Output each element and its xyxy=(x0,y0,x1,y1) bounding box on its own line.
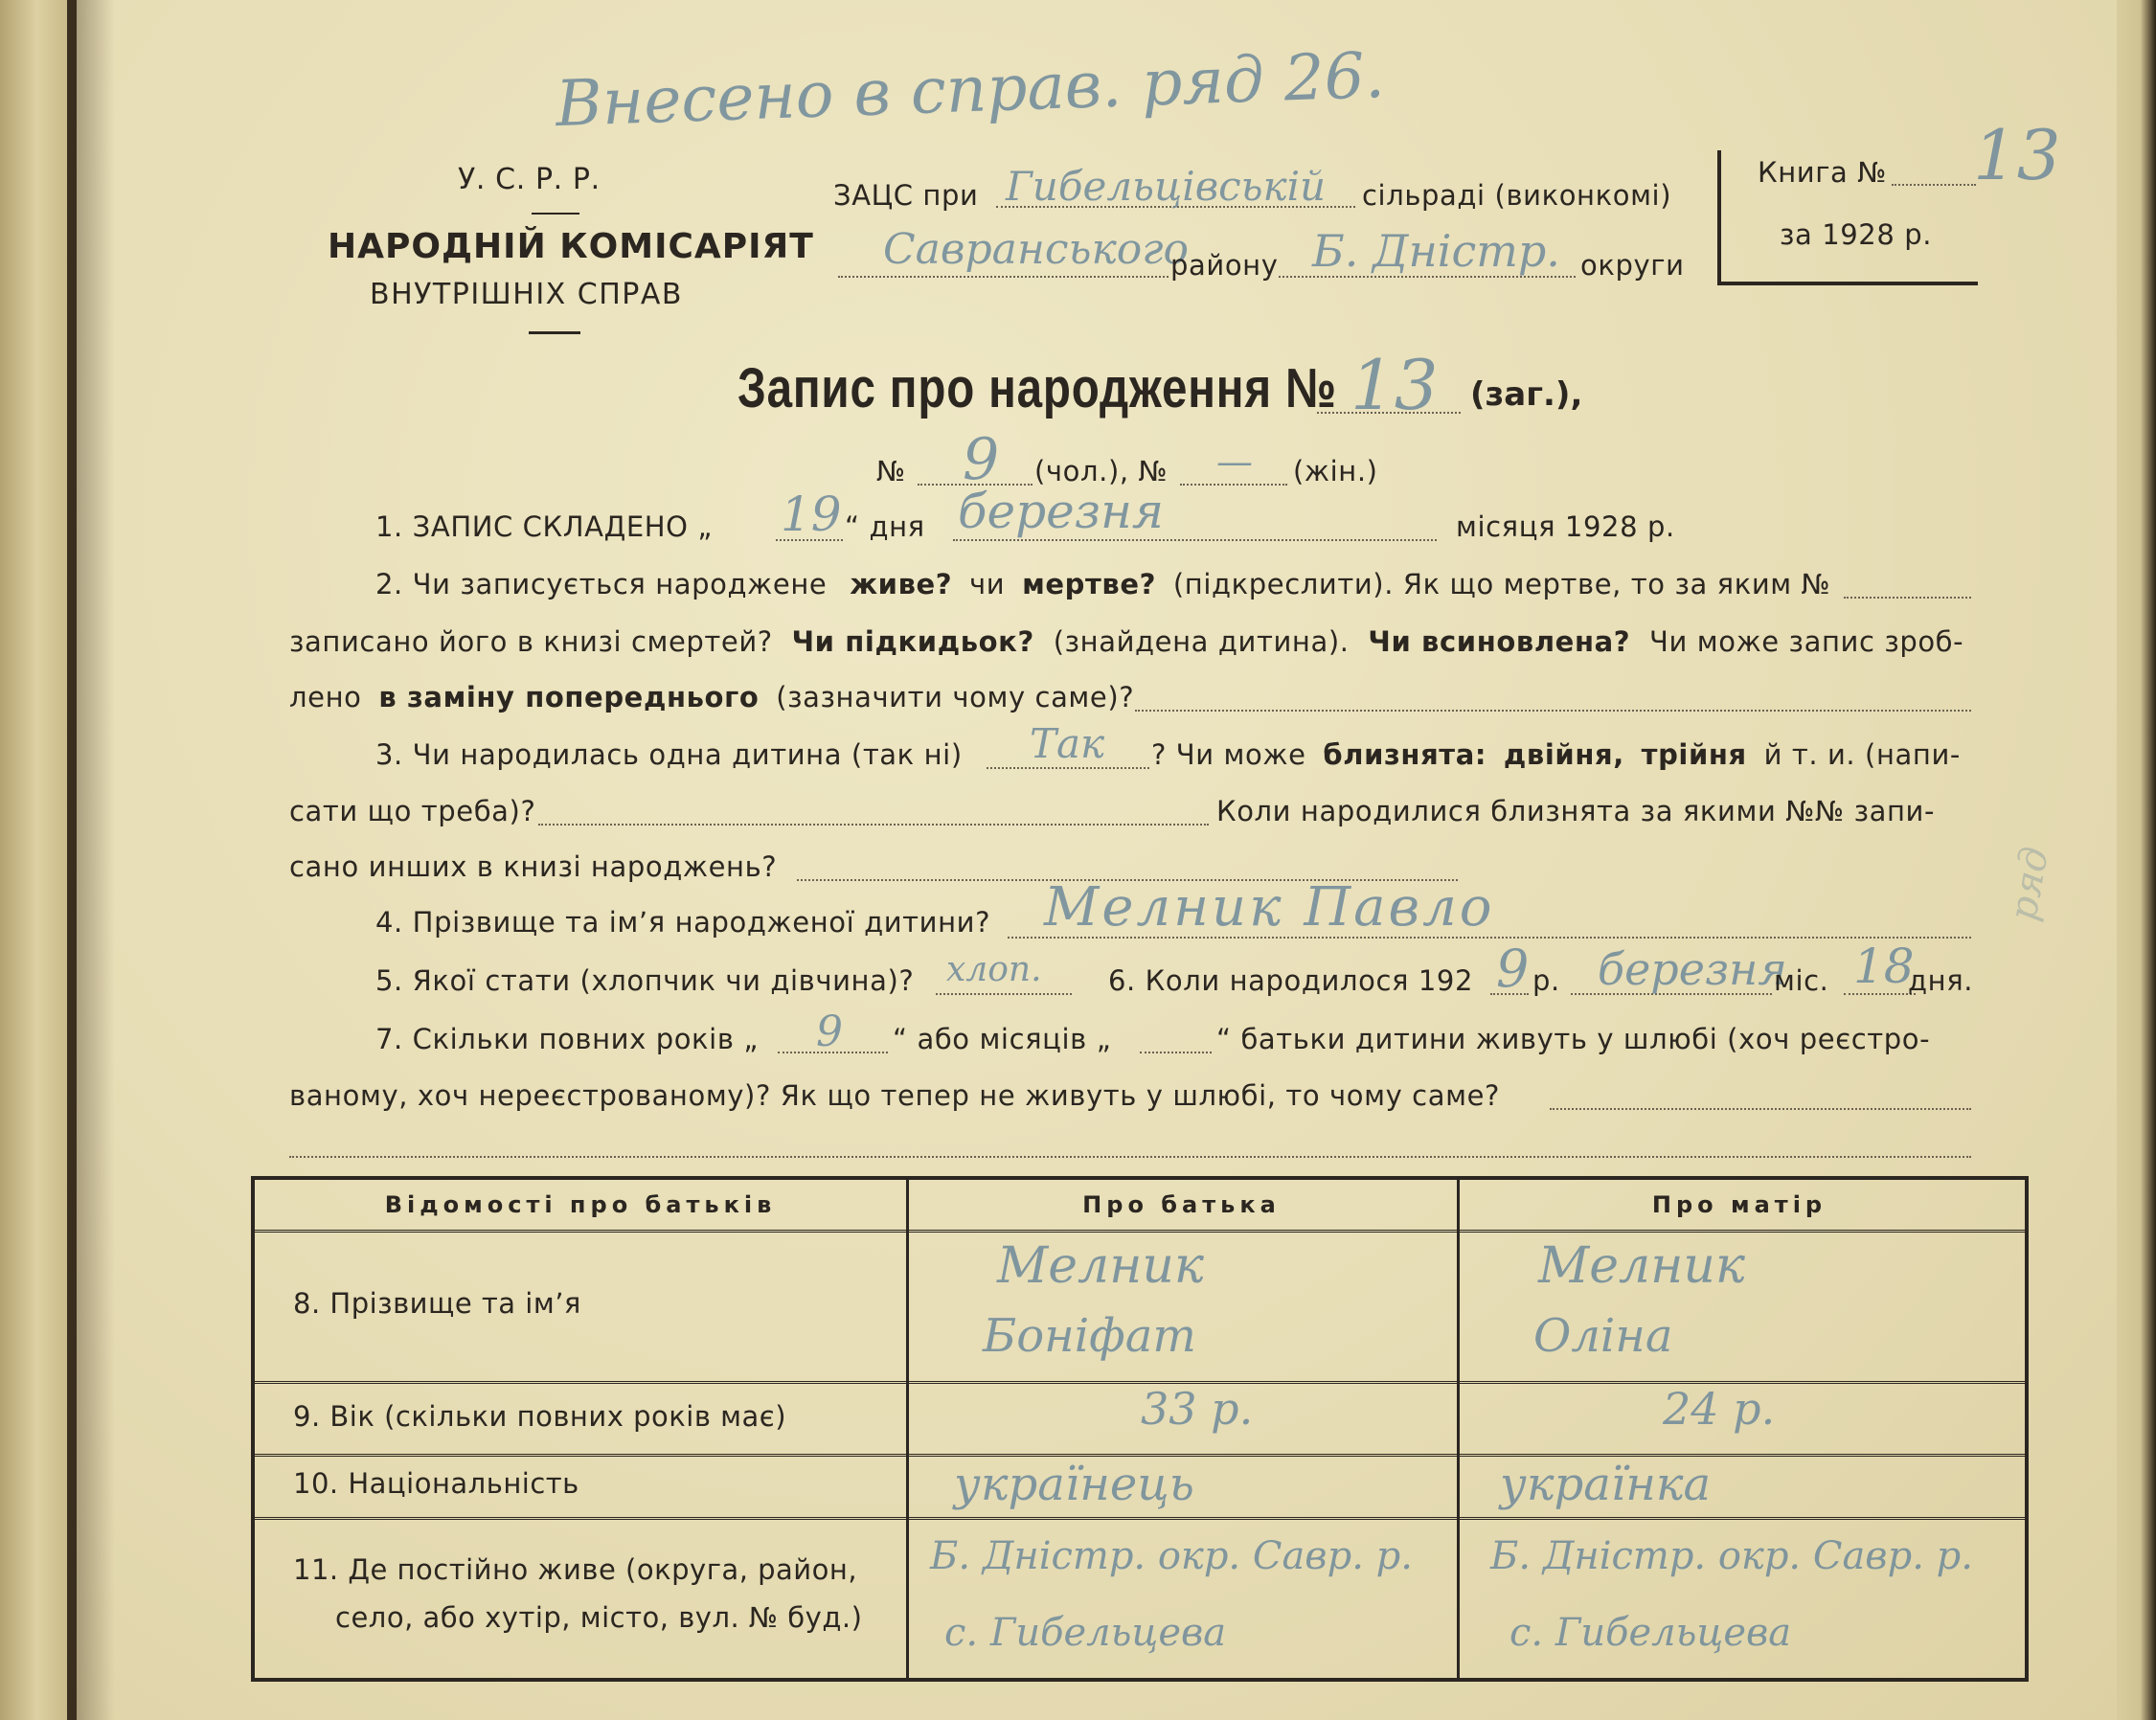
item6-dnya: дня. xyxy=(1908,964,1974,997)
father-surname: Мелник xyxy=(997,1237,1204,1295)
item4-label: 4. Прізвище та ім’я народженої дитини? xyxy=(375,906,991,939)
item2-line3-dots xyxy=(1135,710,1971,712)
item2-text-d: (знайдена дитина). xyxy=(1053,625,1350,658)
item7-label-b: “ або місяців „ xyxy=(893,1023,1112,1055)
header-rule-2 xyxy=(529,331,580,334)
mother-surname: Мелник xyxy=(1538,1237,1745,1295)
item1-day: 19 xyxy=(781,487,842,542)
father-nationality: українець xyxy=(954,1458,1194,1511)
item2-line1 xyxy=(375,568,1830,600)
book-value: 13 xyxy=(1973,115,2061,195)
table-col-rule-2 xyxy=(1457,1180,1460,1678)
gutter-shadow xyxy=(77,0,115,1720)
item2-alive: живе? xyxy=(850,568,953,600)
item6-label: 6. Коли народилося 192 xyxy=(1108,964,1474,997)
right-page-edge xyxy=(2117,0,2156,1720)
item3-triple: трійня xyxy=(1641,738,1747,771)
mother-residence-2: с. Гибельцева xyxy=(1509,1611,1792,1655)
item4-value: Мелник Павло xyxy=(1044,876,1495,939)
item3-twins: близнята: xyxy=(1323,738,1487,771)
record-number: 13 xyxy=(1350,345,1439,425)
silradi-label: сільраді (виконкомі) xyxy=(1362,179,1672,212)
item3-line3: сано инших в книзі народжень? xyxy=(289,850,778,883)
header-mother: Про матір xyxy=(1651,1191,1827,1218)
table-col-rule-1 xyxy=(906,1180,909,1678)
item5-value: хлоп. xyxy=(946,950,1042,989)
item7-months-dots xyxy=(1140,1052,1212,1053)
item2-dead: мертве? xyxy=(1022,568,1157,600)
item2-line2 xyxy=(289,625,1963,658)
row-nationality-label: 10. Національність xyxy=(293,1467,579,1500)
item3-line1-b xyxy=(1151,738,1961,771)
table-row-rule-3 xyxy=(255,1517,2025,1523)
item2-line1-dots xyxy=(1844,597,1971,599)
item2-text-g: (зазначити чому саме)? xyxy=(776,681,1135,713)
item1-label: 1. ЗАПИС СКЛАДЕНО „ xyxy=(375,510,714,543)
item2-text-f: лено xyxy=(289,681,362,713)
item3-line1-a: 3. Чи народилась одна дитина (так ні) xyxy=(375,738,963,771)
rayon-value: Савранського xyxy=(883,225,1189,274)
item3-double: двійня, xyxy=(1503,738,1624,771)
margin-note: ряд xyxy=(2001,843,2058,925)
female-label: (жін.) xyxy=(1293,455,1378,487)
top-annotation: Внесено в справ. ряд 26. xyxy=(554,37,1386,142)
item6-mis: міс. xyxy=(1774,964,1829,997)
left-page-edge xyxy=(0,0,67,1720)
item1-month: березня xyxy=(958,484,1165,539)
item6-r: р. xyxy=(1532,964,1560,997)
item6-day: 18 xyxy=(1853,939,1915,994)
book-year: за 1928 р. xyxy=(1780,218,1933,251)
header-parents-info: Відомості про батьків xyxy=(384,1191,777,1218)
item7-label-a: 7. Скільки повних років „ xyxy=(375,1023,759,1055)
table-header-rule xyxy=(255,1230,2025,1235)
row-residence-label-1: 11. Де постійно живе (округа, район, xyxy=(293,1553,858,1586)
commissariat-label: НАРОДНІЙ КОМІСАРІЯТ xyxy=(328,227,814,266)
item2-text-e: Чи може запис зроб- xyxy=(1649,625,1964,658)
mother-name: Оліна xyxy=(1533,1309,1673,1363)
item7-label-c: “ батьки дитини живуть у шлюбі (хоч реєстро- xyxy=(1216,1023,1931,1055)
header-father: Про батька xyxy=(1082,1191,1281,1218)
internal-affairs-label: ВНУТРІШНІХ СПРАВ xyxy=(370,278,683,311)
usrr-label: У. С. Р. Р. xyxy=(458,163,601,196)
item3-line2-dots xyxy=(538,824,1209,826)
item1-month-dots xyxy=(953,539,1437,541)
item2-adopted: Чи всиновлена? xyxy=(1368,625,1631,658)
item2-text-c: записано його в книзі смертей? xyxy=(289,625,773,658)
item7-line2-dots xyxy=(1550,1108,1971,1110)
rayon-label: району xyxy=(1170,249,1279,282)
female-no-dots xyxy=(1180,484,1287,486)
female-number: — xyxy=(1216,441,1253,483)
item7-line2: ваному, хоч нереєстрованому)? Як що тепер не живуть у шлюбі, то чому саме? xyxy=(289,1079,1501,1112)
header-rule-1 xyxy=(532,213,579,215)
item6-month: березня xyxy=(1598,943,1787,995)
mother-residence-1: Б. Дністр. окр. Савр. р. xyxy=(1490,1534,1973,1578)
book-dots xyxy=(1892,184,1976,186)
item7-line3-dots xyxy=(289,1156,1971,1158)
zats-value: Гибельцівській xyxy=(1006,163,1327,210)
parents-table xyxy=(251,1176,2029,1682)
item7-years: 9 xyxy=(816,1007,843,1056)
okrug-label: округи xyxy=(1580,249,1685,282)
father-age: 33 р. xyxy=(1141,1383,1254,1435)
mother-nationality: українка xyxy=(1500,1458,1712,1511)
item2-line3 xyxy=(289,681,1134,713)
item5-dots xyxy=(936,993,1072,995)
row-age-label: 9. Вік (скільки повних років має) xyxy=(293,1400,787,1433)
item5-label: 5. Якої стати (хлопчик чи дівчина)? xyxy=(375,964,915,997)
item1-year: місяця 1928 р. xyxy=(1456,510,1675,543)
male-label: (чол.), № xyxy=(1034,455,1169,487)
item3-line2-a: сати що треба)? xyxy=(289,795,536,827)
item2-text-a: 2. Чи записується народжене xyxy=(375,568,828,600)
item2-replace: в заміну попереднього xyxy=(378,681,760,713)
father-residence-1: Б. Дністр. окр. Савр. р. xyxy=(930,1534,1413,1578)
zats-prefix: ЗАЦС при xyxy=(833,179,979,212)
book-label: Книга № xyxy=(1758,156,1887,189)
book-gutter xyxy=(67,0,77,1720)
okrug-value: Б. Дністр. xyxy=(1312,225,1560,277)
item3-answer-dots xyxy=(987,767,1149,769)
row-residence-label-2: село, або хутір, місто, вул. № буд.) xyxy=(335,1601,863,1634)
item3-line2-b: Коли народилися близнята за якими №№ запи- xyxy=(1216,795,1936,827)
row-name-label: 8. Прізвище та ім’я xyxy=(293,1287,581,1320)
record-title: Запис про народження № xyxy=(738,357,1337,419)
male-number: 9 xyxy=(963,426,1000,493)
item6-year: 9 xyxy=(1496,939,1530,999)
item3-text-b: ? Чи може xyxy=(1151,738,1306,771)
no-label: № xyxy=(876,455,906,487)
item3-text-c: й т. и. (напи- xyxy=(1763,738,1961,771)
record-number-suffix: (заг.), xyxy=(1470,375,1583,414)
item3-answer: Так xyxy=(1030,720,1105,767)
mother-age: 24 р. xyxy=(1663,1383,1776,1435)
item2-text-b: (підкреслити). Як що мертве, то за яким № xyxy=(1172,568,1831,600)
rayon-dots xyxy=(838,276,1169,278)
item2-or: чи xyxy=(969,568,1006,600)
item1-day-label: “ дня xyxy=(845,510,925,543)
father-name: Боніфат xyxy=(983,1309,1196,1363)
item2-foundling: Чи підкидьок? xyxy=(791,625,1034,658)
father-residence-2: с. Гибельцева xyxy=(944,1611,1227,1655)
